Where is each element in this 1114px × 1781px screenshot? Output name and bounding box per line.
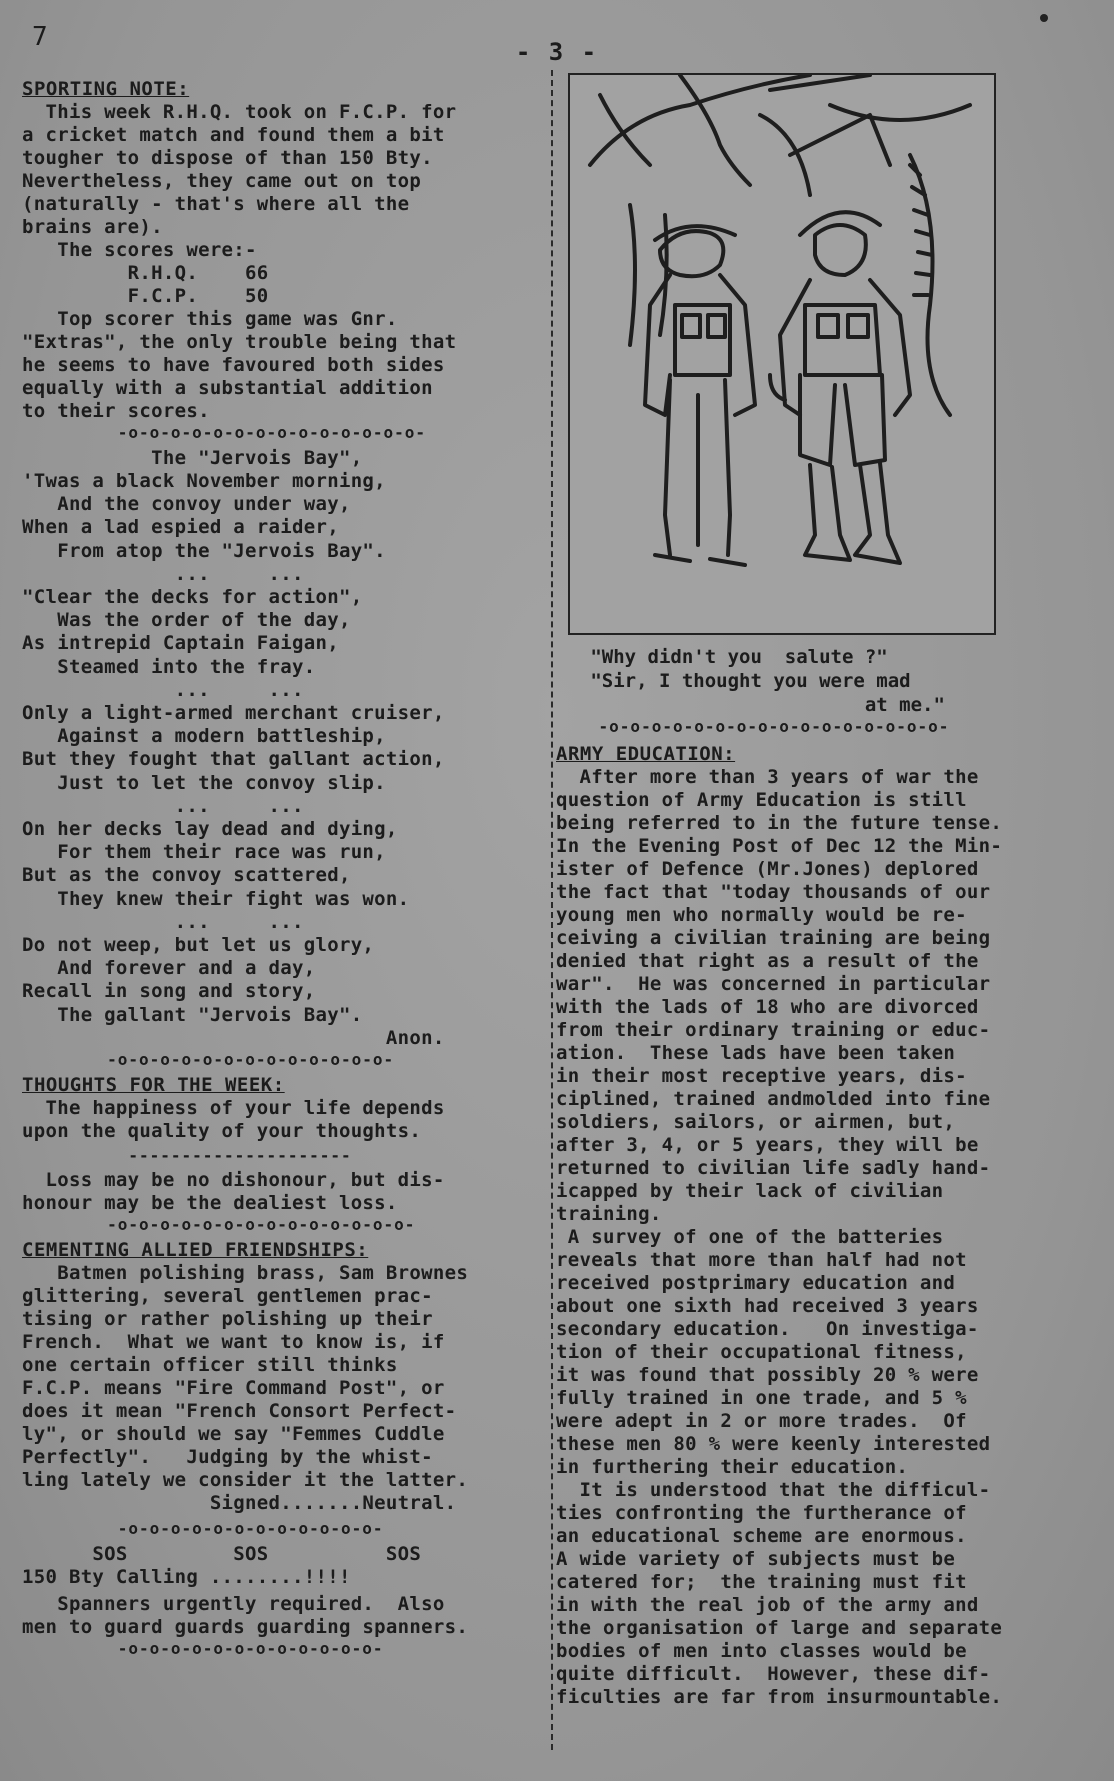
army-education-heading: ARMY EDUCATION: xyxy=(556,743,736,765)
bty-calling: 150 Bty Calling ........!!!! xyxy=(22,1565,351,1588)
poem-title: The "Jervois Bay", xyxy=(22,447,363,469)
allied-friendships-heading: CEMENTING ALLIED FRIENDSHIPS: xyxy=(22,1238,369,1261)
cartoon-illustration xyxy=(568,73,996,635)
separator: -o-o-o-o-o-o-o-o-o-o-o-o-o-o- xyxy=(22,423,427,442)
separator: -o-o-o-o-o-o-o-o-o-o-o-o- xyxy=(22,1518,384,1538)
page-number: - 3 - xyxy=(515,38,599,66)
cartoon-drawing xyxy=(570,75,994,633)
spanners-text: Spanners urgently required. Also men to guard guards guarding spanners. xyxy=(22,1592,469,1638)
corner-mark: 7 xyxy=(32,22,48,52)
sos-line: SOS SOS SOS xyxy=(22,1542,422,1565)
separator: -o-o-o-o-o-o-o-o-o-o-o-o-o- xyxy=(22,1049,395,1069)
thoughts-quote-1: The happiness of your life depends upon the quality of your thoughts. xyxy=(22,1096,445,1142)
allied-friendships-text: Batmen polishing brass, Sam Brownes glittering, several gentlemen prac- tising or rather polishing up their French. What we want to know is, if one certain officer still thinks F.C.P. means "Fire Command Post", or does it mean "French Consort Perfect- ly", or should we say "Femmes Cuddle Perfectly". Judging by the whist- ling lately we consider it the latter. Signed.......Neutral. xyxy=(22,1261,469,1514)
thoughts-heading: THOUGHTS FOR THE WEEK: xyxy=(22,1073,285,1096)
ink-dot xyxy=(1040,14,1048,22)
sporting-note-text: This week R.H.Q. took on F.C.P. for a cricket match and found them a bit tougher to dispose of than 150 Bty. Nevertheless, they came out on top (naturally - that's where all the brains are). The scores were:- R.H.Q. 66 F.C.P. 50 Top scorer this game was Gnr. "Extras", the only trouble being that he seems to have favoured both sides equally with a substantial addition to their scores. xyxy=(22,101,457,422)
separator: -o-o-o-o-o-o-o-o-o-o-o-o-o-o-o-o- xyxy=(556,717,950,736)
cartoon-caption: "Why didn't you salute ?" "Sir, I thought you were mad at me." xyxy=(590,646,945,716)
poem-text: 'Twas a black November morning, And the convoy under way, When a lad espied a raider, From atop the "Jervois Bay". ... ... "Clear the decks for action", Was the order of the day, As intrepid Captain Faigan, Steamed into the fray. ... ... Only a light-armed merchant cruiser, Against a modern battleship, But they fought that gallant action, Just to let the convoy slip. ... ... On her decks lay dead and dying, For them their race was run, But as the convoy scattered, They knew their fight was won. ... ... Do not weep, but let us glory, And forever and a day, Recall in song and story, The gallant "Jervois Bay". xyxy=(22,470,445,1026)
army-education-text: After more than 3 years of war the question of Army Education is still being referred to in the future tense. In the Evening Post of Dec 12 the Min- ister of Defence (Mr.Jones) deplored the fact that "today thousands of our young men who normally would be re- ceiving a civilian training are being denied that right as a result of the war". He was concerned in particular with the lads of 18 who are divorced from their ordinary training or educ- ation. These lads have been taken in their most receptive years, dis- ciplined, trained andmolded into fine soldiers, sailors, or airmen, but, after 3, 4, or 5 years, they will be returned to civilian life sadly hand- icapped by their lack of civilian training. A survey of one of the batteries reveals that more than half had not received postprimary education and about one sixth had received 3 years secondary education. On investiga- tion of their occupational fitness, it was found that possibly 20 % were fully trained in one trade, and 5 % were adept in 2 or more trades. Of these men 80 % were keenly interested in furthering their education. It is understood that the difficul- ties confronting the furtherance of an educational scheme are enormous. A wide variety of subjects must be catered for; the training must fit in with the real job of the army and the organisation of large and separate bodies of men into classes would be quite difficult. However, these dif- ficulties are far from insurmountable. xyxy=(556,766,1003,1708)
separator: -o-o-o-o-o-o-o-o-o-o-o-o-o-o- xyxy=(22,1214,416,1234)
thoughts-separator: --------------------- xyxy=(22,1145,352,1165)
sporting-note-heading: SPORTING NOTE: xyxy=(22,78,190,100)
thoughts-quote-2: Loss may be no dishonour, but dis- honour may be the dealiest loss. xyxy=(22,1168,445,1214)
poem-signoff: Anon. xyxy=(22,1026,445,1049)
separator: -o-o-o-o-o-o-o-o-o-o-o-o- xyxy=(22,1638,384,1658)
right-column xyxy=(556,73,1094,1709)
left-column xyxy=(22,78,552,1659)
